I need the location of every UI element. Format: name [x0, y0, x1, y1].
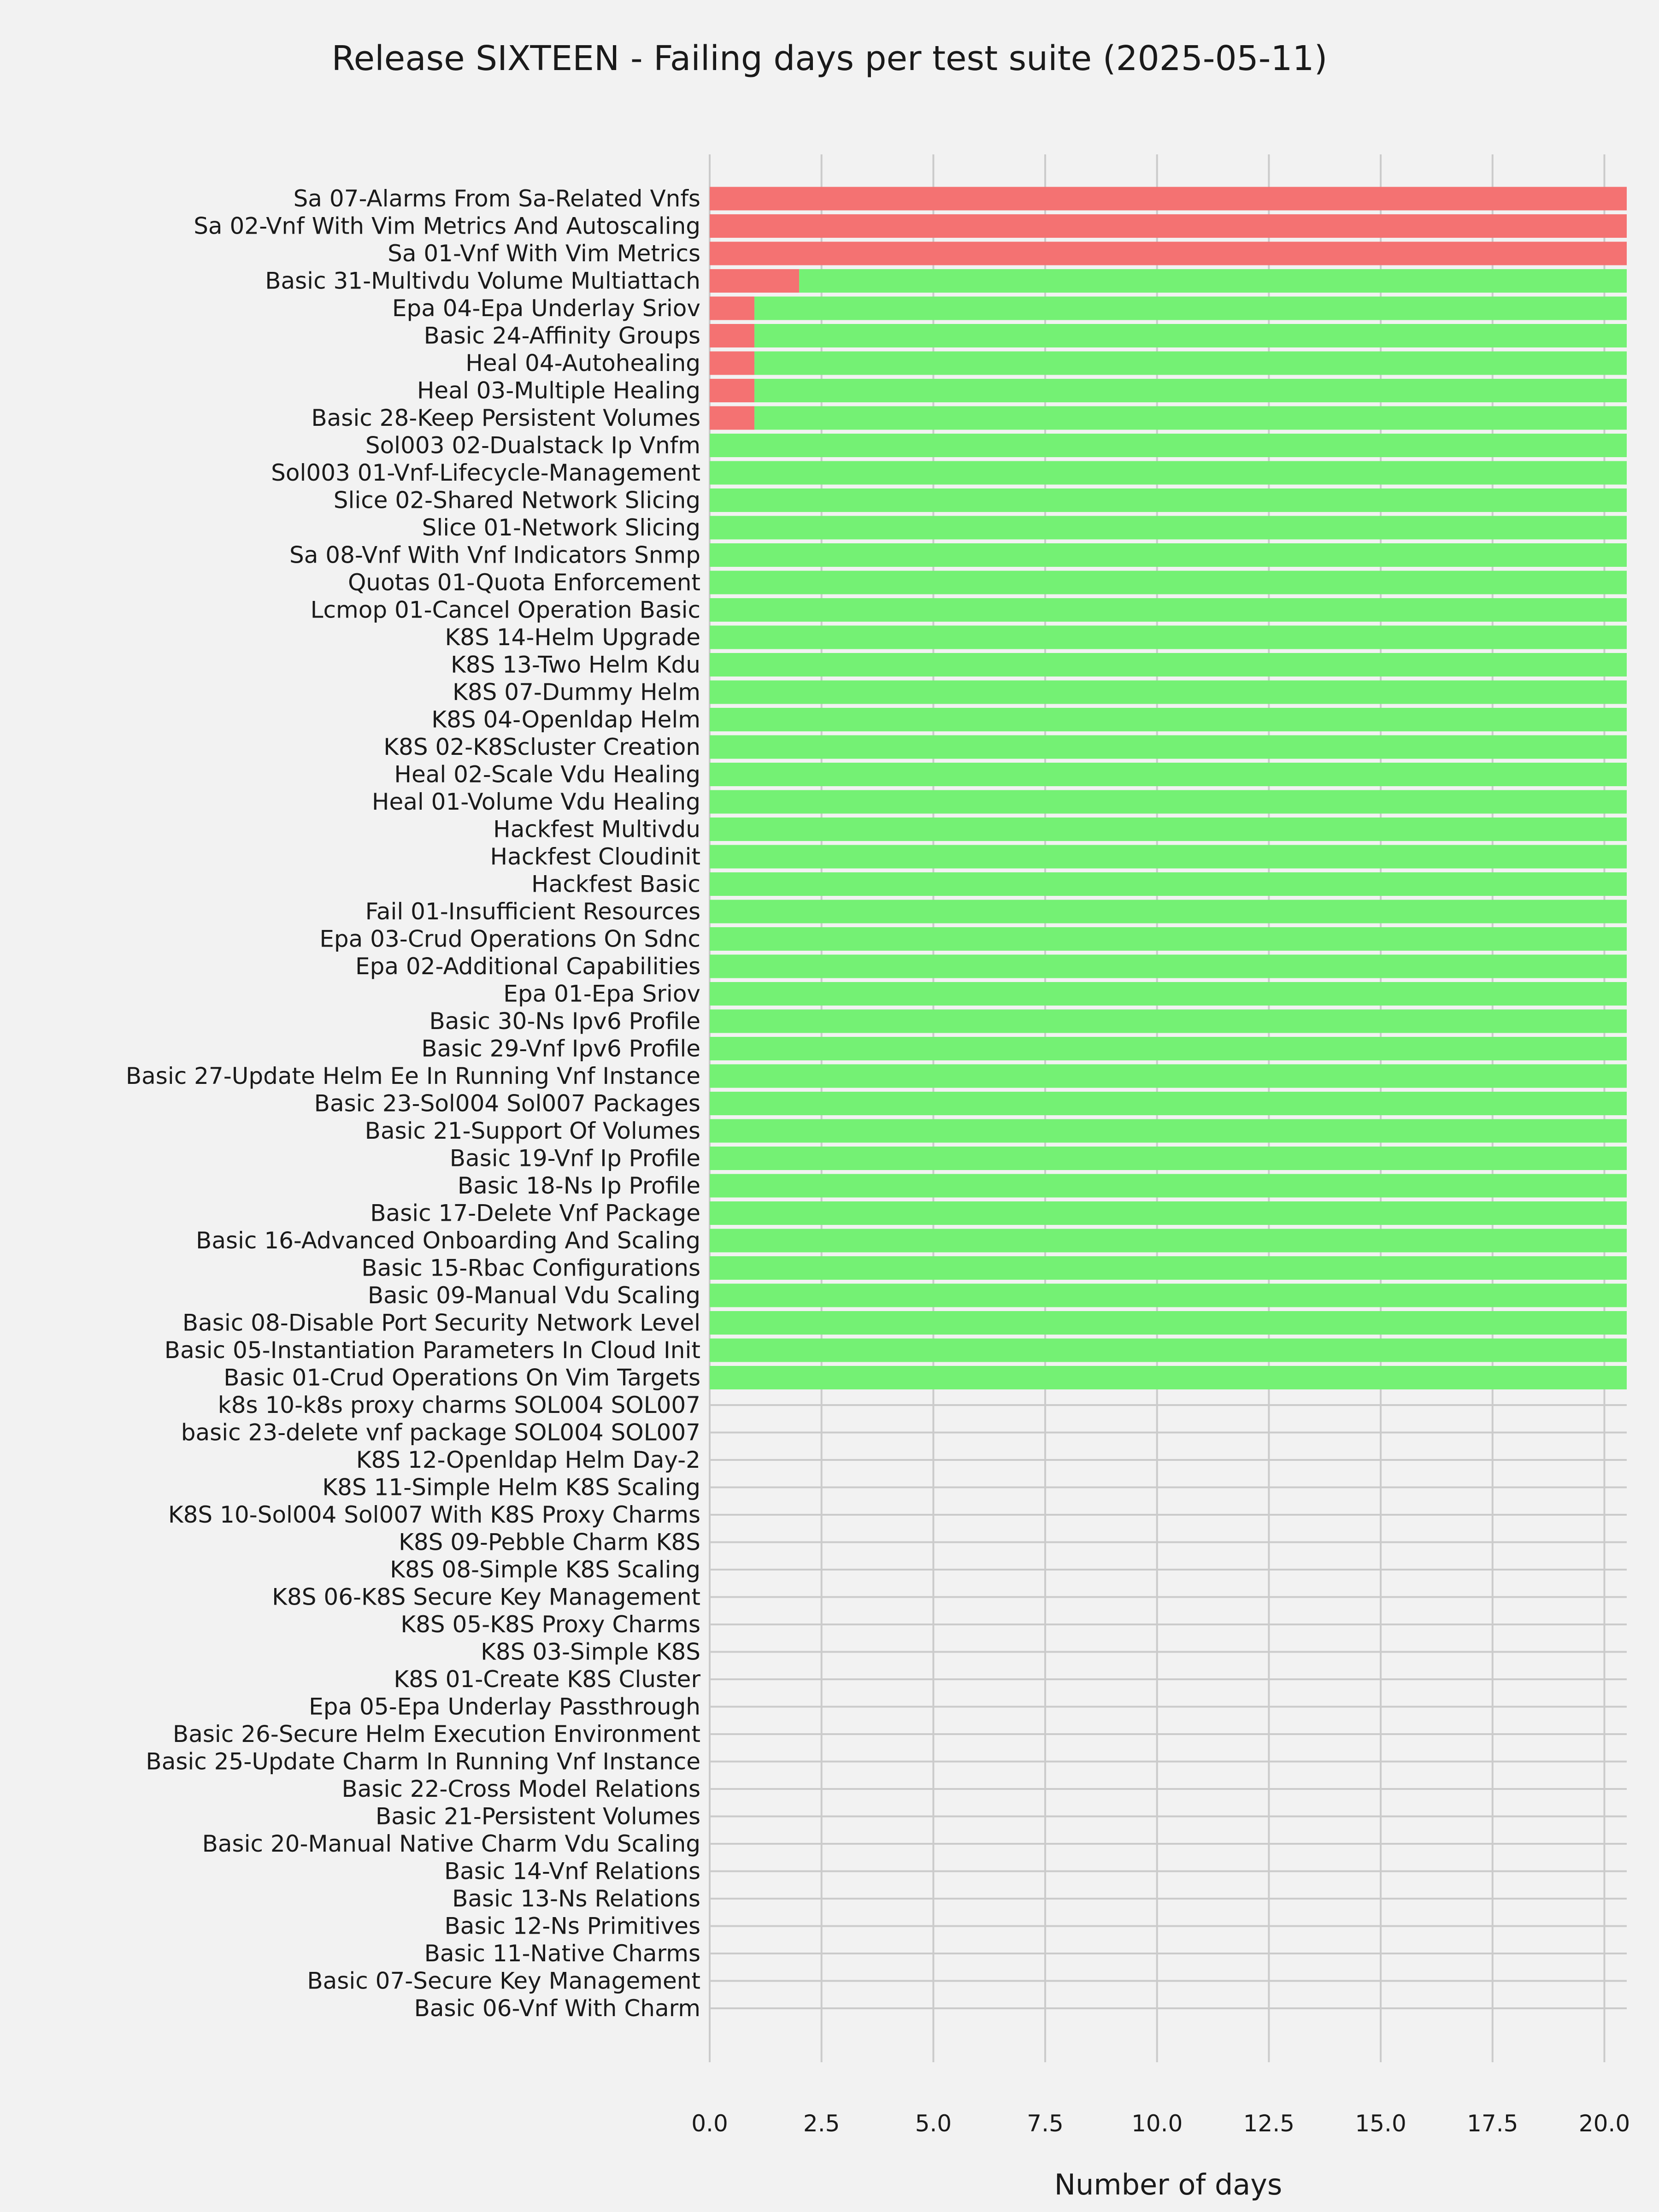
- category-label: basic 23-delete vnf package SOL004 SOL007: [181, 1419, 700, 1446]
- chart-title: Release SIXTEEN - Failing days per test suite (2025-05-11): [331, 39, 1328, 78]
- category-label: Basic 22-Cross Model Relations: [341, 1776, 700, 1802]
- category-label: Epa 03-Crud Operations On Sdnc: [319, 925, 700, 953]
- category-label: Basic 21-Support Of Volumes: [365, 1118, 700, 1144]
- bar-segment: [710, 406, 754, 430]
- bar-segment: [710, 598, 1627, 622]
- category-label: Sa 02-Vnf With Vim Metrics And Autoscaling: [194, 212, 700, 240]
- bar-segment: [754, 379, 1627, 402]
- category-label: Basic 18-Ns Ip Profile: [457, 1172, 700, 1199]
- bar-segment: [710, 1311, 1627, 1335]
- category-label: Sa 07-Alarms From Sa-Related Vnfs: [293, 185, 700, 212]
- bar-segment: [710, 653, 1627, 677]
- category-label: Basic 28-Keep Persistent Volumes: [311, 405, 700, 431]
- bar-segment: [710, 1065, 1627, 1088]
- bar-segment: [754, 297, 1627, 320]
- category-label: Slice 02-Shared Network Slicing: [333, 487, 700, 514]
- bar-segment: [710, 955, 1627, 978]
- category-label: Hackfest Multivdu: [493, 816, 700, 843]
- bar-segment: [710, 1010, 1627, 1033]
- category-label: K8S 09-Pebble Charm K8S: [399, 1529, 700, 1556]
- x-tick-label: 2.5: [803, 2110, 840, 2137]
- category-label: Slice 01-Network Slicing: [422, 514, 700, 541]
- category-label: Basic 15-Rbac Configurations: [361, 1254, 700, 1282]
- category-label: K8S 14-Helm Upgrade: [445, 624, 700, 651]
- category-label: K8S 13-Two Helm Kdu: [450, 651, 700, 678]
- bar-segment: [710, 1339, 1627, 1362]
- category-label: Epa 01-Epa Sriov: [503, 980, 700, 1007]
- bar-segment: [710, 1284, 1627, 1307]
- category-label: Basic 26-Secure Helm Execution Environment: [172, 1721, 700, 1747]
- x-tick-label: 7.5: [1027, 2110, 1064, 2137]
- bar-segment: [710, 1037, 1627, 1060]
- bar-segment: [799, 269, 1627, 293]
- bar-segment: [754, 324, 1627, 347]
- bar-segment: [710, 900, 1627, 924]
- category-label: Basic 09-Manual Vdu Scaling: [367, 1282, 700, 1309]
- category-label: Basic 16-Advanced Onboarding And Scaling: [196, 1227, 700, 1254]
- category-label: Fail 01-Insufficient Resources: [365, 898, 700, 925]
- category-label: Basic 31-Multivdu Volume Multiattach: [265, 267, 700, 294]
- bar-segment: [710, 543, 1627, 567]
- category-label: Hackfest Cloudinit: [490, 843, 700, 870]
- bar-segment: [710, 763, 1627, 786]
- category-label: Heal 03-Multiple Healing: [417, 377, 700, 404]
- bar-segment: [754, 352, 1627, 375]
- category-label: Basic 20-Manual Native Charm Vdu Scaling: [202, 1830, 700, 1857]
- bar-segment: [710, 571, 1627, 594]
- category-label: Basic 19-Vnf Ip Profile: [449, 1145, 700, 1172]
- category-label: Basic 08-Disable Port Security Network Level: [182, 1309, 700, 1336]
- bar-segment: [710, 297, 754, 320]
- x-tick-label: 15.0: [1355, 2110, 1406, 2137]
- bar-segment: [710, 324, 754, 347]
- bar-segment: [710, 214, 1627, 238]
- bar-segment: [710, 1366, 1627, 1389]
- category-label: Basic 25-Update Charm In Running Vnf Instance: [146, 1748, 700, 1775]
- bar-segment: [710, 1092, 1627, 1115]
- category-label: Basic 27-Update Helm Ee In Running Vnf Instance: [125, 1063, 700, 1089]
- bar-segment: [710, 708, 1627, 731]
- category-label: K8S 07-Dummy Helm: [453, 679, 700, 706]
- category-label: k8s 10-k8s proxy charms SOL004 SOL007: [218, 1392, 700, 1418]
- category-label: Sa 01-Vnf With Vim Metrics: [388, 240, 700, 267]
- category-label: Basic 17-Delete Vnf Package: [370, 1200, 700, 1227]
- category-label: K8S 03-Simple K8S: [481, 1638, 700, 1665]
- category-label: Heal 01-Volume Vdu Healing: [371, 788, 700, 815]
- bar-segment: [710, 269, 799, 293]
- x-tick-label: 12.5: [1243, 2110, 1295, 2137]
- category-label: Sa 08-Vnf With Vnf Indicators Snmp: [289, 541, 700, 569]
- bar-segment: [710, 1201, 1627, 1225]
- category-label: K8S 04-Openldap Helm: [431, 706, 700, 733]
- bar-segment: [710, 187, 1627, 211]
- bar-segment: [710, 982, 1627, 1006]
- category-label: Basic 24-Affinity Groups: [424, 322, 700, 349]
- category-label: Epa 05-Epa Underlay Passthrough: [309, 1693, 700, 1720]
- category-label: Heal 04-Autohealing: [465, 350, 700, 377]
- category-label: Basic 05-Instantiation Parameters In Cloud Init: [164, 1337, 700, 1364]
- category-label: Basic 11-Native Charms: [424, 1940, 700, 1967]
- category-label: K8S 05-K8S Proxy Charms: [400, 1611, 700, 1638]
- bar-segment: [710, 1119, 1627, 1143]
- bar-segment: [710, 818, 1627, 841]
- category-label: K8S 12-Openldap Helm Day-2: [356, 1447, 700, 1473]
- x-tick-label: 10.0: [1131, 2110, 1183, 2137]
- bar-segment: [710, 1147, 1627, 1170]
- bar-segment: [710, 242, 1627, 265]
- category-label: Basic 29-Vnf Ipv6 Profile: [421, 1035, 700, 1062]
- category-label: Basic 13-Ns Relations: [452, 1885, 700, 1912]
- category-label: Basic 21-Persistent Volumes: [375, 1803, 700, 1830]
- bar-segment: [710, 352, 754, 375]
- bar-segment: [710, 626, 1627, 649]
- category-label: Epa 04-Epa Underlay Sriov: [392, 295, 700, 322]
- bar-segment: [710, 461, 1627, 485]
- x-axis-label: Number of days: [1054, 2168, 1282, 2201]
- category-label: Basic 01-Crud Operations On Vim Targets: [224, 1364, 700, 1391]
- category-label: K8S 11-Simple Helm K8S Scaling: [322, 1474, 700, 1501]
- category-label: Basic 06-Vnf With Charm: [414, 1995, 700, 2022]
- bar-segment: [710, 735, 1627, 759]
- x-tick-label: 20.0: [1578, 2110, 1630, 2137]
- category-label: K8S 01-Create K8S Cluster: [394, 1666, 700, 1693]
- category-label: Sol003 01-Vnf-Lifecycle-Management: [271, 459, 700, 486]
- category-label: K8S 06-K8S Secure Key Management: [272, 1583, 700, 1611]
- category-label: Hackfest Basic: [531, 871, 700, 898]
- bar-segment: [710, 927, 1627, 951]
- bar-segment: [710, 434, 1627, 457]
- x-tick-label: 0.0: [691, 2110, 728, 2137]
- category-label: K8S 02-K8Scluster Creation: [383, 734, 700, 760]
- category-label: K8S 08-Simple K8S Scaling: [390, 1556, 700, 1583]
- bar-segment: [754, 406, 1627, 430]
- bar-segment: [710, 1229, 1627, 1253]
- category-label: Basic 07-Secure Key Management: [307, 1967, 700, 1994]
- category-label: Heal 02-Scale Vdu Healing: [394, 761, 700, 788]
- bar-segment: [710, 845, 1627, 869]
- bar-segment: [710, 790, 1627, 814]
- category-label: K8S 10-Sol004 Sol007 With K8S Proxy Charms: [168, 1501, 700, 1528]
- category-label: Epa 02-Additional Capabilities: [355, 953, 700, 980]
- bar-segment: [710, 1256, 1627, 1280]
- x-tick-labels: [691, 2110, 1630, 2137]
- category-label: Basic 14-Vnf Relations: [444, 1858, 700, 1885]
- bar-segment: [710, 379, 754, 402]
- category-label: Sol003 02-Dualstack Ip Vnfm: [365, 432, 700, 459]
- bar-segment: [710, 516, 1627, 540]
- bar-segment: [710, 681, 1627, 704]
- x-tick-label: 17.5: [1467, 2110, 1518, 2137]
- bar-segment: [710, 872, 1627, 896]
- category-label: Basic 23-Sol004 Sol007 Packages: [314, 1090, 700, 1117]
- category-label: Lcmop 01-Cancel Operation Basic: [310, 596, 700, 624]
- category-label: Basic 30-Ns Ipv6 Profile: [429, 1008, 700, 1035]
- bar-segment: [710, 488, 1627, 512]
- x-tick-label: 5.0: [915, 2110, 952, 2137]
- category-label: Quotas 01-Quota Enforcement: [347, 569, 700, 596]
- category-label: Basic 12-Ns Primitives: [444, 1912, 700, 1940]
- bar-segment: [710, 1174, 1627, 1198]
